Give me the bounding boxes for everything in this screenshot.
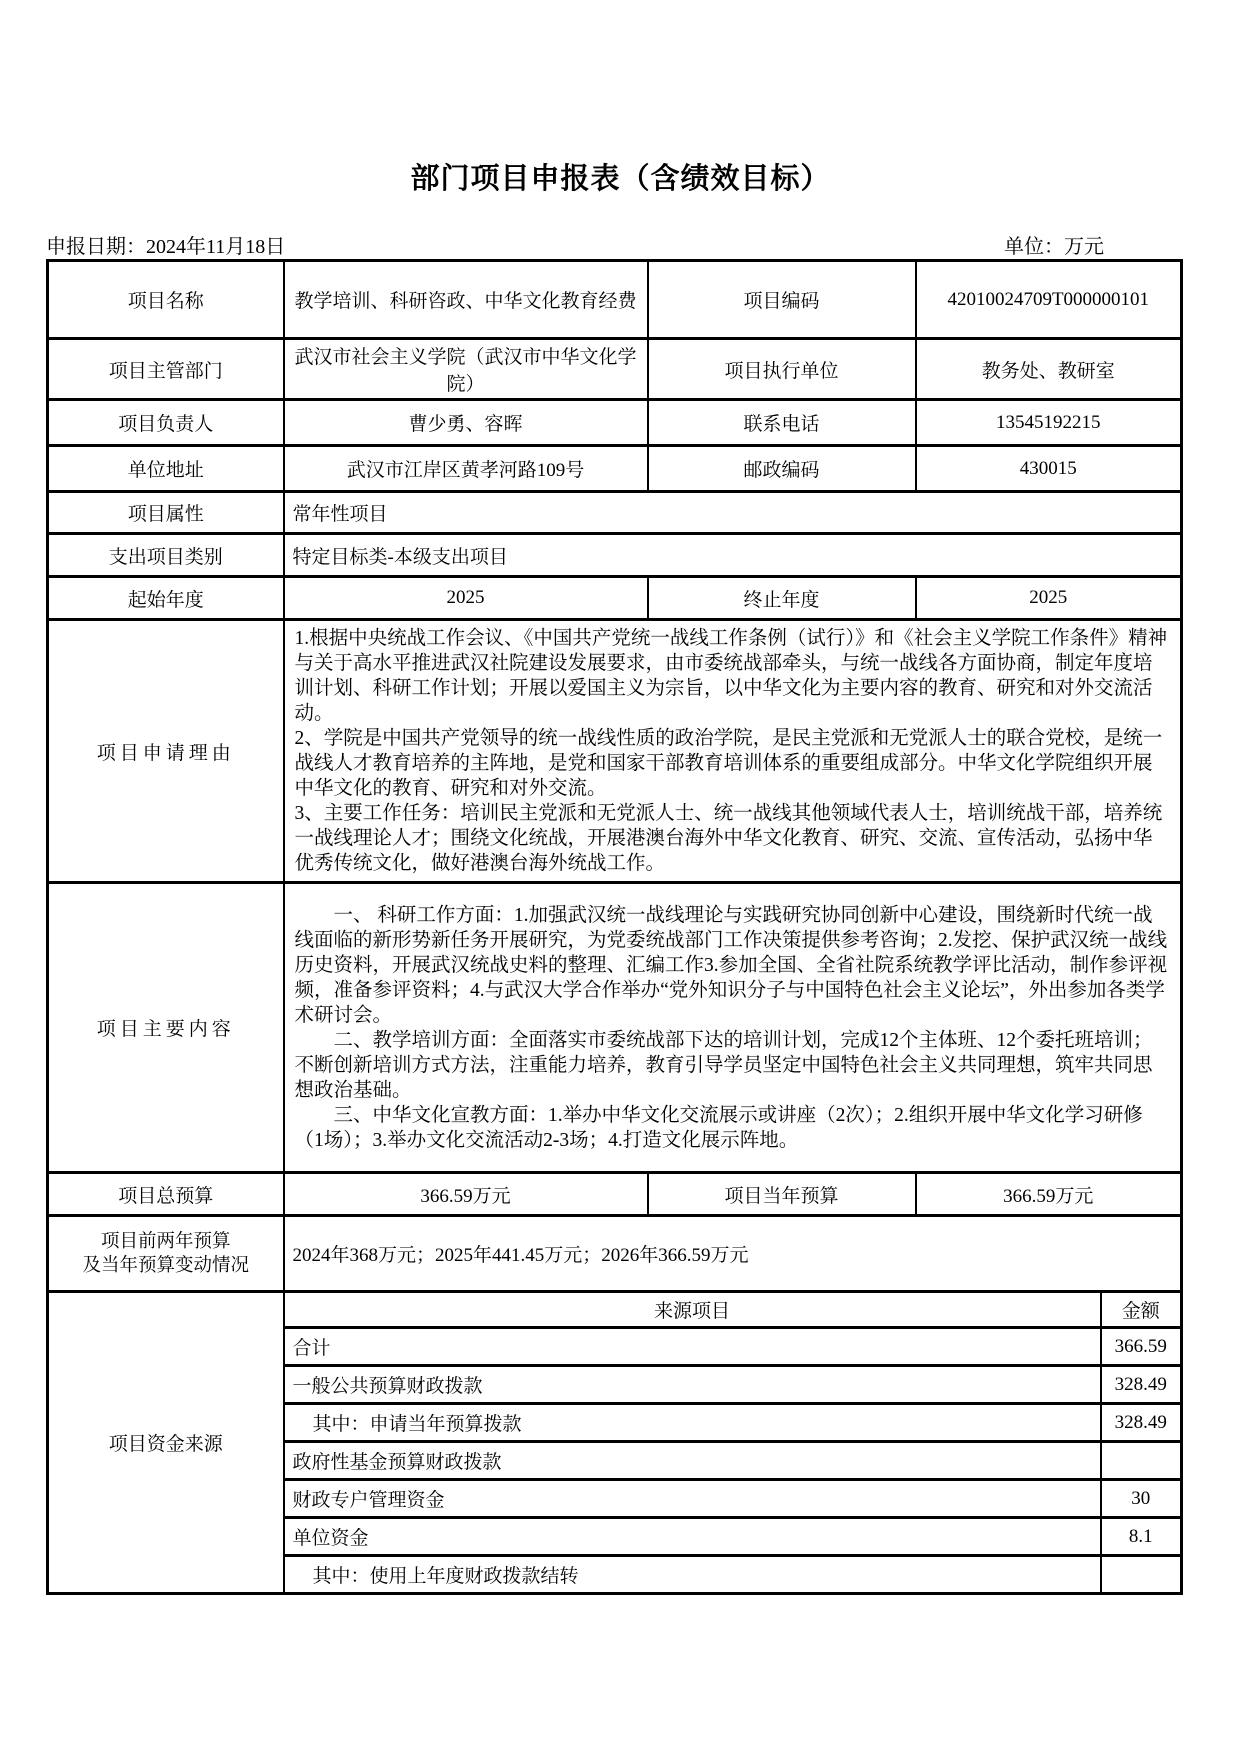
postcode-value: 430015 <box>916 446 1182 492</box>
total-budget-value: 366.59万元 <box>284 1173 648 1216</box>
content-paragraph-3: 三、中华文化宣教方面：1.举办中华文化交流展示或讲座（2次）；2.组织开展中华文化学习研修（1场）；3.举办文化交流活动2-3场；4.打造文化展示阵地。 <box>294 1104 1143 1151</box>
project-name-value: 教学培训、科研咨政、中华文化教育经费 <box>284 261 648 339</box>
project-code-value: 42010024709T000000101 <box>916 261 1182 339</box>
row-project-name <box>48 261 1182 339</box>
end-year-value: 2025 <box>916 577 1182 620</box>
funding-amount: 328.49 <box>1101 1404 1182 1442</box>
row-expense-type <box>48 534 1182 577</box>
content-paragraph-1: 一、 科研工作方面：1.加强武汉统一战线理论与实践研究协同创新中心建设，围绕新时代统一战线面临的新形势新任务开展研究，为党委统战部门工作决策提供参考咨询；2.发挖、保护武汉统一战线历史资料，开展武汉统战史料的整理、汇编工作3.参加全国、全省社院系统教学评比活动，制作参评视频，准备参评资料；4.与武汉大学合作举办“党外知识分子与中国特色社会主义论坛”，外出参加各类学术研讨会。 <box>294 904 1168 1026</box>
row-years <box>48 577 1182 620</box>
funding-source-name: 合计 <box>284 1328 1101 1366</box>
row-reason <box>48 620 1182 883</box>
funding-source-name: 政府性基金预算财政拨款 <box>284 1442 1101 1480</box>
funding-amount: 366.59 <box>1101 1328 1182 1366</box>
start-year-label: 起始年度 <box>48 577 284 620</box>
leader-label: 项目负责人 <box>48 400 284 446</box>
project-code-label: 项目编码 <box>648 261 916 339</box>
year-budget-value: 366.59万元 <box>916 1173 1182 1216</box>
funding-amount-header: 金额 <box>1101 1292 1182 1328</box>
prev-budget-value: 2024年368万元；2025年441.45万元；2026年366.59万元 <box>284 1216 1182 1292</box>
reason-paragraph-1: 1.根据中央统战工作会议、《中国共产党统一战线工作条例（试行）》和《社会主义学院工作条件》精神与关于高水平推进武汉社院建设发展要求，由市委统战部牵头，与统一战线各方面协商，制定年度培训计划、科研工作计划；开展以爱国主义为宗旨，以中华文化为主要内容的教育、研究和对外交流活动。 <box>294 628 1168 724</box>
funding-amount: 8.1 <box>1101 1518 1182 1556</box>
funding-source-name: 一般公共预算财政拨款 <box>284 1366 1101 1404</box>
report-date: 申报日期：2024年11月18日 <box>46 236 286 258</box>
reason-paragraph-3: 3、主要工作任务：培训民主党派和无党派人士、统一战线其他领域代表人士，培训统战干部，培养统一战线理论人才；围绕文化统战，开展港澳台海外中华文化教育、研究、交流、宣传活动，弘扬中华优秀传统文化，做好港澳台海外统战工作。 <box>294 803 1163 874</box>
row-dept <box>48 339 1182 400</box>
row-main-content <box>48 883 1182 1173</box>
leader-value: 曹少勇、容晖 <box>284 400 648 446</box>
address-value: 武汉市江岸区黄孝河路109号 <box>284 446 648 492</box>
funding-source-name: 其中：使用上年度财政拨款结转 <box>284 1556 1101 1594</box>
expense-type-value: 特定目标类-本级支出项目 <box>284 534 1182 577</box>
row-attribute <box>48 492 1182 534</box>
year-budget-label: 项目当年预算 <box>648 1173 916 1216</box>
reason-paragraph-2: 2、学院是中国共产党领导的统一战线性质的政治学院，是民主党派和无党派人士的联合党校，是统一战线人才教育培养的主阵地，是党和国家干部教育培训体系的重要组成部分。中华文化学院组织开展中华文化的教育、研究和对外交流。 <box>294 728 1163 799</box>
attribute-label: 项目属性 <box>48 492 284 534</box>
dept-value: 武汉市社会主义学院（武汉市中华文化学院） <box>284 339 648 400</box>
start-year-value: 2025 <box>284 577 648 620</box>
reason-label: 项目申请理由 <box>48 620 284 883</box>
row-leader <box>48 400 1182 446</box>
form-table <box>46 259 1183 1595</box>
page-title: 部门项目申报表（含绩效目标） <box>410 163 831 195</box>
unit-label: 单位：万元 <box>1004 236 1104 258</box>
funding-source-name: 财政专户管理资金 <box>284 1480 1101 1518</box>
row-total-budget <box>48 1173 1182 1216</box>
funding-section-label: 项目资金来源 <box>48 1292 284 1594</box>
dept-label: 项目主管部门 <box>48 339 284 400</box>
content-paragraph-2: 二、教学培训方面：全面落实市委统战部下达的培训计划，完成12个主体班、12个委托班培训；不断创新培训方式方法，注重能力培养，教育引导学员坚定中国特色社会主义共同理想，筑牢共同思想政治基础。 <box>294 1029 1153 1101</box>
meta-line <box>46 235 1180 259</box>
total-budget-label: 项目总预算 <box>48 1173 284 1216</box>
exec-unit-value: 教务处、教研室 <box>916 339 1182 400</box>
postcode-label: 邮政编码 <box>648 446 916 492</box>
prev-budget-label: 项目前两年预算 及当年预算变动情况 <box>48 1216 284 1292</box>
row-address <box>48 446 1182 492</box>
funding-amount <box>1101 1442 1182 1480</box>
funding-source-name: 其中：申请当年预算拨款 <box>284 1404 1101 1442</box>
main-content-label: 项目主要内容 <box>48 883 284 1173</box>
funding-source-header: 来源项目 <box>284 1292 1101 1328</box>
phone-label: 联系电话 <box>648 400 916 446</box>
main-content-text <box>284 883 1182 1173</box>
funding-source-name: 单位资金 <box>284 1518 1101 1556</box>
project-name-label: 项目名称 <box>48 261 284 339</box>
funding-amount: 328.49 <box>1101 1366 1182 1404</box>
attribute-value: 常年性项目 <box>284 492 1182 534</box>
end-year-label: 终止年度 <box>648 577 916 620</box>
row-prev-budget <box>48 1216 1182 1292</box>
exec-unit-label: 项目执行单位 <box>648 339 916 400</box>
phone-value: 13545192215 <box>916 400 1182 446</box>
expense-type-label: 支出项目类别 <box>48 534 284 577</box>
row-funding-header <box>48 1292 1182 1328</box>
reason-text <box>284 620 1182 883</box>
funding-amount <box>1101 1556 1182 1594</box>
address-label: 单位地址 <box>48 446 284 492</box>
funding-amount: 30 <box>1101 1480 1182 1518</box>
